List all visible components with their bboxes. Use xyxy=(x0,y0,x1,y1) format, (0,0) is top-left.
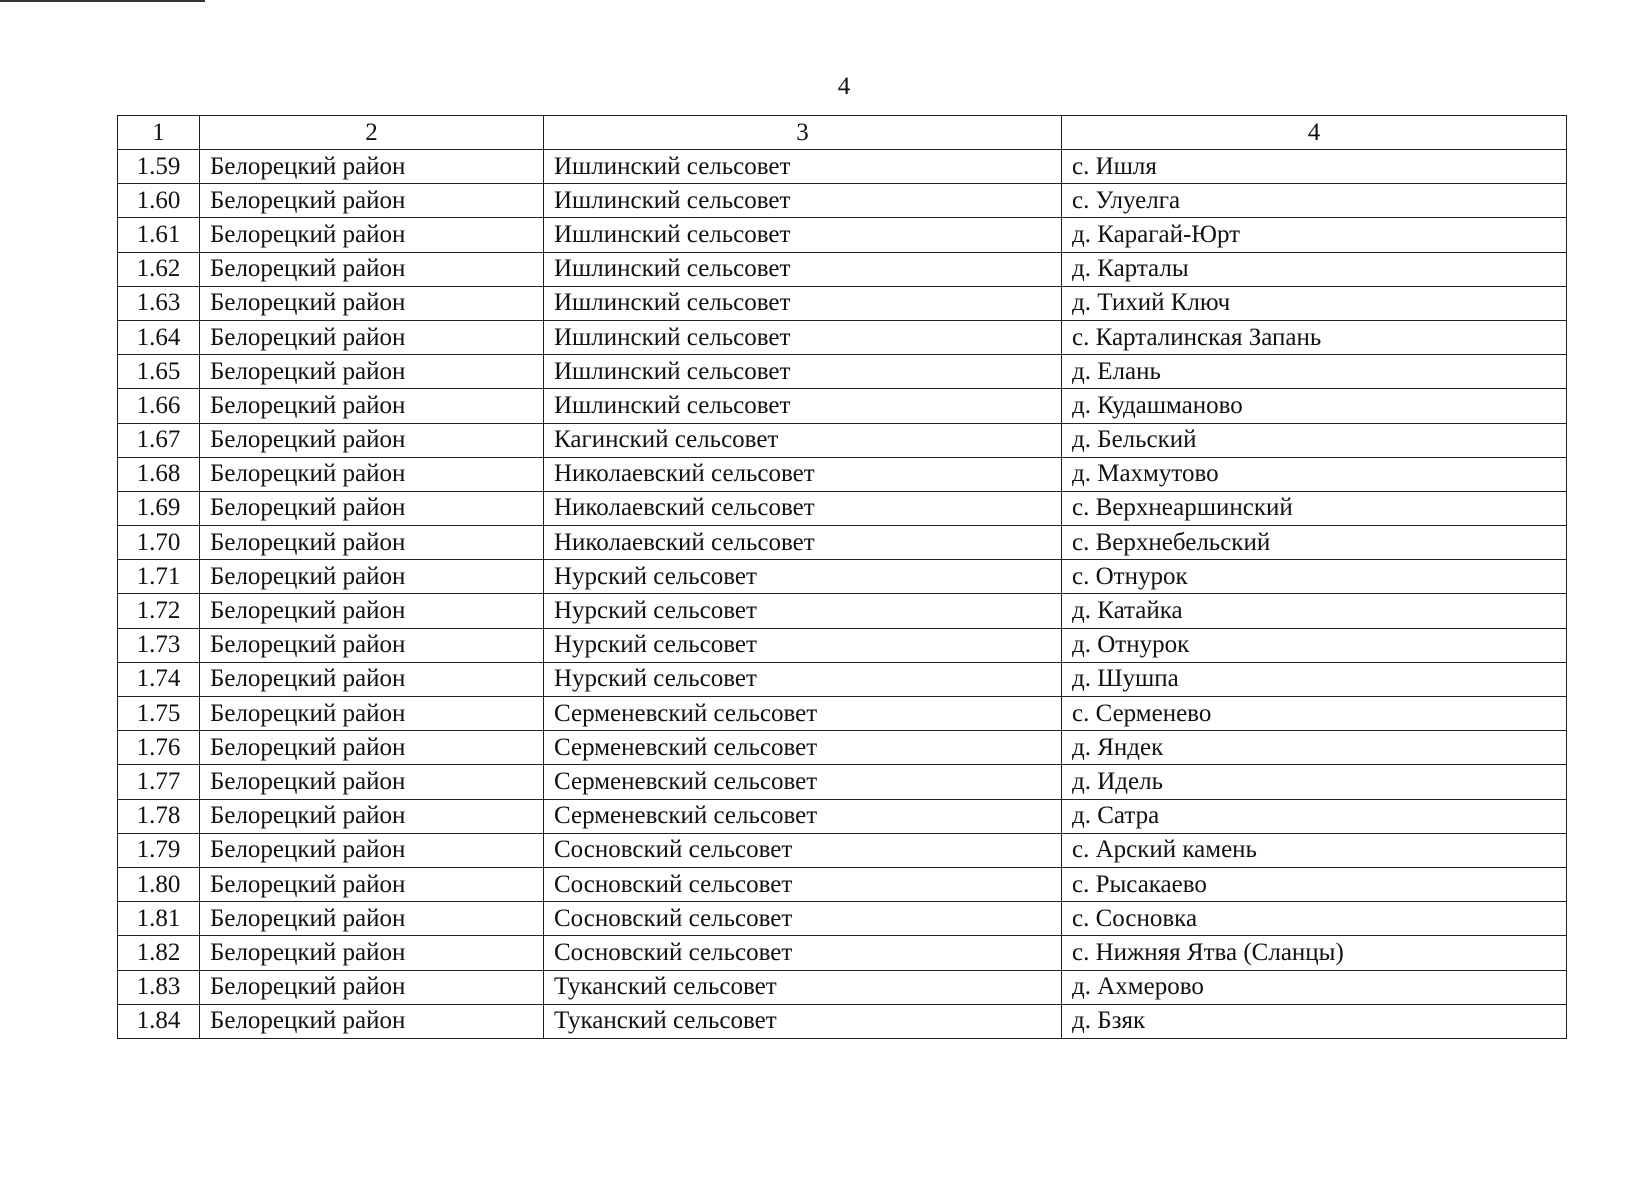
district-cell: Белорецкий район xyxy=(200,731,544,765)
column-header-settlement: 4 xyxy=(1062,116,1567,150)
settlement-cell: с. Верхнеаршинский xyxy=(1062,491,1567,525)
table-row xyxy=(118,867,1567,901)
row-number-cell: 1.75 xyxy=(118,697,200,731)
council-cell: Ишлинский сельсовет xyxy=(544,218,1062,252)
top-rule-divider xyxy=(0,0,205,2)
council-cell: Серменевский сельсовет xyxy=(544,731,1062,765)
table-row xyxy=(118,731,1567,765)
district-cell: Белорецкий район xyxy=(200,867,544,901)
settlement-cell: д. Махмутово xyxy=(1062,457,1567,491)
table-row xyxy=(118,628,1567,662)
council-cell: Нурский сельсовет xyxy=(544,628,1062,662)
council-cell: Серменевский сельсовет xyxy=(544,697,1062,731)
row-number-cell: 1.82 xyxy=(118,936,200,970)
settlement-cell: д. Бельский xyxy=(1062,423,1567,457)
row-number-cell: 1.71 xyxy=(118,560,200,594)
council-cell: Нурский сельсовет xyxy=(544,594,1062,628)
council-cell: Ишлинский сельсовет xyxy=(544,320,1062,354)
settlement-cell: д. Кудашманово xyxy=(1062,389,1567,423)
council-cell: Ишлинский сельсовет xyxy=(544,389,1062,423)
district-cell: Белорецкий район xyxy=(200,286,544,320)
column-header-council: 3 xyxy=(544,116,1062,150)
row-number-cell: 1.61 xyxy=(118,218,200,252)
council-cell: Серменевский сельсовет xyxy=(544,799,1062,833)
table-row xyxy=(118,320,1567,354)
row-number-cell: 1.62 xyxy=(118,252,200,286)
council-cell: Нурский сельсовет xyxy=(544,560,1062,594)
settlement-cell: с. Нижняя Ятва (Сланцы) xyxy=(1062,936,1567,970)
council-cell: Ишлинский сельсовет xyxy=(544,184,1062,218)
district-cell: Белорецкий район xyxy=(200,697,544,731)
district-cell: Белорецкий район xyxy=(200,491,544,525)
settlement-cell: д. Идель xyxy=(1062,765,1567,799)
row-number-cell: 1.78 xyxy=(118,799,200,833)
council-cell: Нурский сельсовет xyxy=(544,662,1062,696)
table-row xyxy=(118,799,1567,833)
table-row xyxy=(118,765,1567,799)
district-cell: Белорецкий район xyxy=(200,628,544,662)
table-row xyxy=(118,184,1567,218)
row-number-cell: 1.60 xyxy=(118,184,200,218)
district-cell: Белорецкий район xyxy=(200,218,544,252)
column-header-district: 2 xyxy=(200,116,544,150)
table-row xyxy=(118,662,1567,696)
row-number-cell: 1.67 xyxy=(118,423,200,457)
district-cell: Белорецкий район xyxy=(200,594,544,628)
row-number-cell: 1.66 xyxy=(118,389,200,423)
district-cell: Белорецкий район xyxy=(200,970,544,1004)
district-cell: Белорецкий район xyxy=(200,423,544,457)
row-number-cell: 1.69 xyxy=(118,491,200,525)
district-cell: Белорецкий район xyxy=(200,150,544,184)
settlement-cell: д. Шушпа xyxy=(1062,662,1567,696)
district-cell: Белорецкий район xyxy=(200,799,544,833)
row-number-cell: 1.64 xyxy=(118,320,200,354)
table-row xyxy=(118,902,1567,936)
settlements-table xyxy=(117,115,1567,1039)
table-row xyxy=(118,218,1567,252)
settlement-cell: с. Серменево xyxy=(1062,697,1567,731)
council-cell: Николаевский сельсовет xyxy=(544,526,1062,560)
council-cell: Ишлинский сельсовет xyxy=(544,355,1062,389)
row-number-cell: 1.70 xyxy=(118,526,200,560)
settlement-cell: д. Тихий Ключ xyxy=(1062,286,1567,320)
table-row xyxy=(118,833,1567,867)
settlement-cell: д. Карталы xyxy=(1062,252,1567,286)
district-cell: Белорецкий район xyxy=(200,320,544,354)
table-row xyxy=(118,286,1567,320)
row-number-cell: 1.81 xyxy=(118,902,200,936)
table-row xyxy=(118,491,1567,525)
settlement-cell: д. Карагай-Юрт xyxy=(1062,218,1567,252)
district-cell: Белорецкий район xyxy=(200,355,544,389)
district-cell: Белорецкий район xyxy=(200,389,544,423)
table-row xyxy=(118,936,1567,970)
table-row xyxy=(118,457,1567,491)
council-cell: Сосновский сельсовет xyxy=(544,833,1062,867)
district-cell: Белорецкий район xyxy=(200,184,544,218)
table-row xyxy=(118,697,1567,731)
row-number-cell: 1.59 xyxy=(118,150,200,184)
table-row xyxy=(118,594,1567,628)
council-cell: Сосновский сельсовет xyxy=(544,902,1062,936)
district-cell: Белорецкий район xyxy=(200,526,544,560)
table-row xyxy=(118,1004,1567,1038)
settlement-cell: с. Улуелга xyxy=(1062,184,1567,218)
settlement-cell: с. Ишля xyxy=(1062,150,1567,184)
row-number-cell: 1.68 xyxy=(118,457,200,491)
row-number-cell: 1.84 xyxy=(118,1004,200,1038)
council-cell: Туканский сельсовет xyxy=(544,970,1062,1004)
district-cell: Белорецкий район xyxy=(200,765,544,799)
council-cell: Николаевский сельсовет xyxy=(544,457,1062,491)
settlement-cell: д. Елань xyxy=(1062,355,1567,389)
settlement-cell: с. Рысакаево xyxy=(1062,867,1567,901)
row-number-cell: 1.79 xyxy=(118,833,200,867)
district-cell: Белорецкий район xyxy=(200,252,544,286)
page-number: 4 xyxy=(837,73,851,100)
district-cell: Белорецкий район xyxy=(200,662,544,696)
table-row xyxy=(118,970,1567,1004)
table-row xyxy=(118,355,1567,389)
table-row xyxy=(118,389,1567,423)
council-cell: Ишлинский сельсовет xyxy=(544,286,1062,320)
council-cell: Серменевский сельсовет xyxy=(544,765,1062,799)
council-cell: Ишлинский сельсовет xyxy=(544,150,1062,184)
settlement-cell: с. Сосновка xyxy=(1062,902,1567,936)
settlement-cell: с. Отнурок xyxy=(1062,560,1567,594)
table-row xyxy=(118,252,1567,286)
district-cell: Белорецкий район xyxy=(200,902,544,936)
row-number-cell: 1.63 xyxy=(118,286,200,320)
settlement-cell: д. Бзяк xyxy=(1062,1004,1567,1038)
council-cell: Ишлинский сельсовет xyxy=(544,252,1062,286)
table-row xyxy=(118,526,1567,560)
row-number-cell: 1.77 xyxy=(118,765,200,799)
district-cell: Белорецкий район xyxy=(200,833,544,867)
council-cell: Туканский сельсовет xyxy=(544,1004,1062,1038)
table-row xyxy=(118,560,1567,594)
council-cell: Сосновский сельсовет xyxy=(544,936,1062,970)
settlement-cell: д. Сатра xyxy=(1062,799,1567,833)
column-header-number: 1 xyxy=(118,116,200,150)
row-number-cell: 1.83 xyxy=(118,970,200,1004)
table-header-row xyxy=(118,116,1567,150)
row-number-cell: 1.72 xyxy=(118,594,200,628)
district-cell: Белорецкий район xyxy=(200,936,544,970)
row-number-cell: 1.80 xyxy=(118,867,200,901)
settlement-cell: с. Верхнебельский xyxy=(1062,526,1567,560)
row-number-cell: 1.73 xyxy=(118,628,200,662)
district-cell: Белорецкий район xyxy=(200,560,544,594)
row-number-cell: 1.65 xyxy=(118,355,200,389)
table-row xyxy=(118,423,1567,457)
row-number-cell: 1.74 xyxy=(118,662,200,696)
settlement-cell: д. Яндек xyxy=(1062,731,1567,765)
settlement-cell: д. Ахмерово xyxy=(1062,970,1567,1004)
row-number-cell: 1.76 xyxy=(118,731,200,765)
table-row xyxy=(118,150,1567,184)
settlement-cell: с. Арский камень xyxy=(1062,833,1567,867)
council-cell: Николаевский сельсовет xyxy=(544,491,1062,525)
district-cell: Белорецкий район xyxy=(200,457,544,491)
settlement-cell: д. Катайка xyxy=(1062,594,1567,628)
settlement-cell: д. Отнурок xyxy=(1062,628,1567,662)
district-cell: Белорецкий район xyxy=(200,1004,544,1038)
settlement-cell: с. Карталинская Запань xyxy=(1062,320,1567,354)
council-cell: Сосновский сельсовет xyxy=(544,867,1062,901)
council-cell: Кагинский сельсовет xyxy=(544,423,1062,457)
